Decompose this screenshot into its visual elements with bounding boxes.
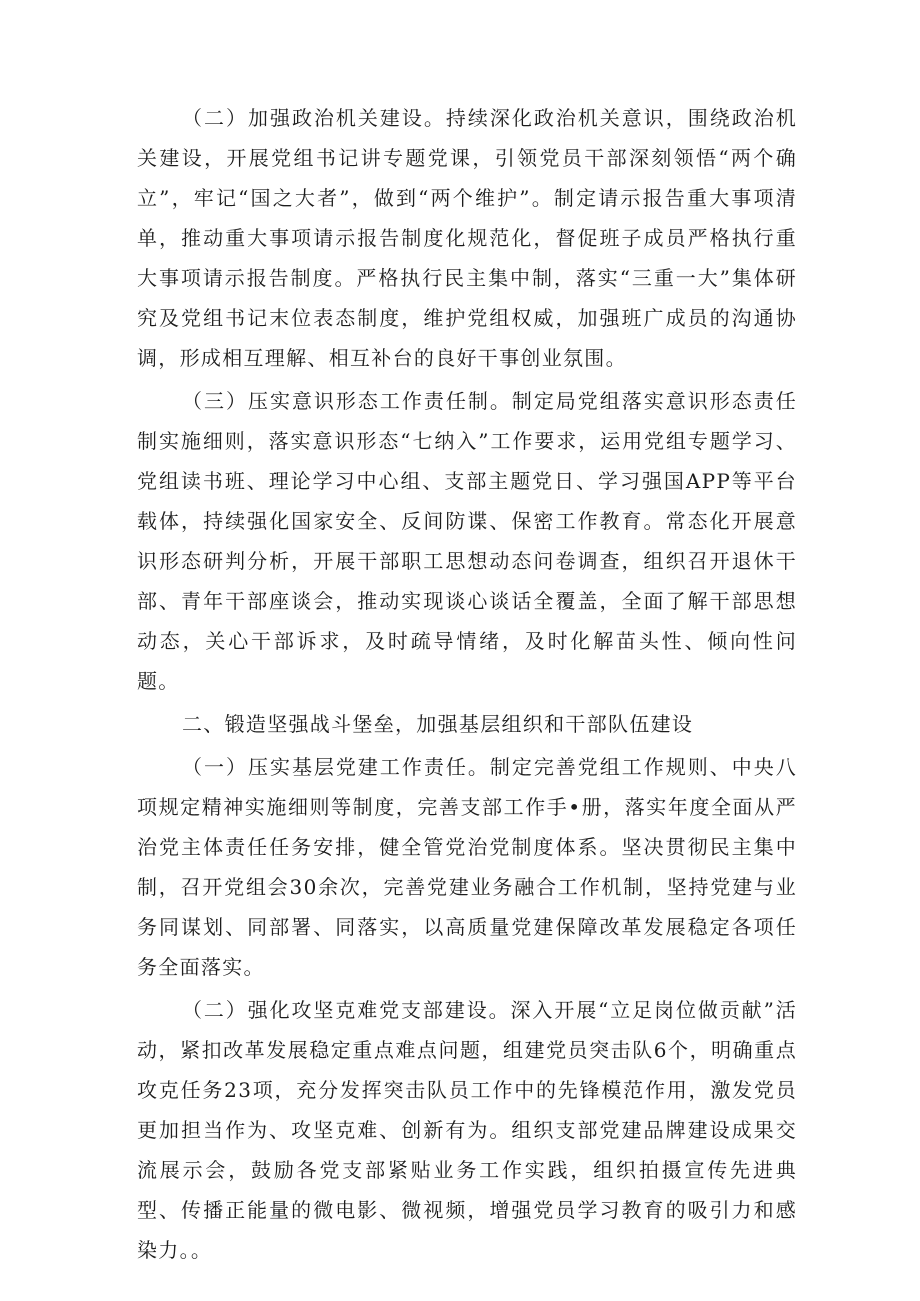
paragraph-ideology-responsibility: （三）压实意识形态工作责任制。制定局党组落实意识形态责任制实施细则，落实意识形态“七纳入”工作要求，运用党组专题学习、党组读书班、理论学习中心组、支部主题党日、学习强国APP等平台载体，持续强化国家安全、反间防谍、保密工作教育。常态化开展意识形态研判分析，开展干部职工思想动态问卷调查，组织召开退休干部、青年干部座谈会，推动实现谈心谈话全覆盖，全面了解干部思想动态，关心干部诉求，及时疏导情绪，及时化解苗头性、倾向性问题。 bbox=[137, 389, 797, 693]
paragraph-branch-building: （二）强化攻坚克难党支部建设。深入开展“立足岗位做贡献”活动，紧扣改革发展稳定重点难点问题，组建党员突击队6个，明确重点攻克任务23项，充分发挥突击队员工作中的先锋模范作用，激发党员更加担当作为、攻坚克难、创新有为。组织支部党建品牌建设成果交流展示会，鼓励各党支部紧贴业务工作实践，组织拍摄宣传先进典型、传播正能量的微电影、微视频，增强党员学习教育的吸引力和感染力。。 bbox=[137, 998, 797, 1262]
document-body bbox=[137, 98, 797, 1273]
paragraph-grassroots-party-building: （一）压实基层党建工作责任。制定完善党组工作规则、中央八项规定精神实施细则等制度，完善支部工作手•册，落实年度全面从严治党主体责任任务安排，健全管党治党制度体系。坚决贯彻民主集中制，召开党组会30余次，完善党建业务融合工作机制，坚持党建与业务同谋划、同部署、同落实，以高质量党建保障改革发展稳定各项任务全面落实。 bbox=[137, 755, 797, 979]
paragraph-political-organ-building: （二）加强政治机关建设。持续深化政治机关意识，围绕政治机关建设，开展党组书记讲专题党课，引领党员干部深刻领悟“两个确立”，牢记“国之大者”，做到“两个维护”。制定请示报告重大事项清单，推动重大事项请示报告制度化规范化，督促班子成员严格执行重大事项请示报告制度。严格执行民主集中制，落实“三重一大”集体研究及党组书记末位表态制度，维护党组权威，加强班广成员的沟通协调，形成相互理解、相互补台的良好干事创业氛围。 bbox=[137, 106, 797, 370]
section-heading-two: 二、锻造坚强战斗堡垒，加强基层组织和干部队伍建设 bbox=[182, 712, 694, 736]
